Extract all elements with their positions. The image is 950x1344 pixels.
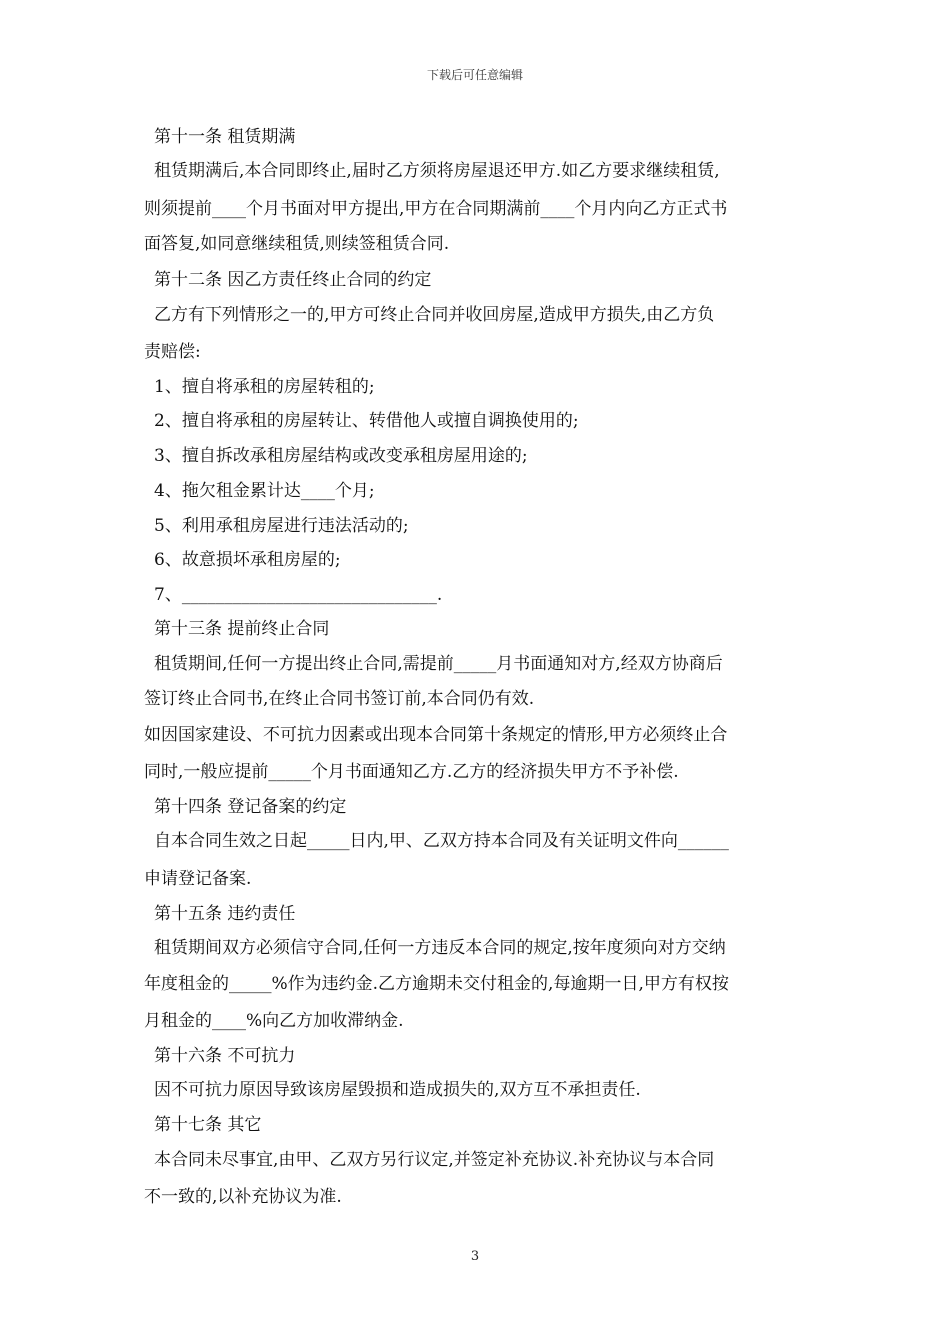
paragraph-line: 如因国家建设、不可抗力因素或出现本合同第十条规定的情形,甲方必须终止合	[144, 725, 728, 745]
paragraph-line: 租赁期间双方必须信守合同,任何一方违反本合同的规定,按年度须向对方交纳	[154, 938, 726, 958]
article-17-heading: 第十七条 其它	[154, 1115, 262, 1135]
paragraph-line: 则须提前____个月书面对甲方提出,甲方在合同期满前____个月内向乙方正式书	[144, 199, 728, 219]
list-item: 3、擅自拆改承租房屋结构或改变承租房屋用途的;	[154, 446, 528, 466]
paragraph-line: 本合同未尽事宜,由甲、乙双方另行议定,并签定补充协议.补充协议与本合同	[154, 1150, 715, 1170]
paragraph-line: 租赁期间,任何一方提出终止合同,需提前_____月书面通知对方,经双方协商后	[154, 654, 723, 674]
list-item: 1、擅自将承租的房屋转租的;	[154, 377, 375, 397]
paragraph-line: 面答复,如同意继续租赁,则续签租赁合同.	[144, 234, 450, 254]
paragraph-line: 乙方有下列情形之一的,甲方可终止合同并收回房屋,造成甲方损失,由乙方负	[154, 305, 715, 325]
article-13-heading: 第十三条 提前终止合同	[154, 619, 330, 639]
paragraph-line: 租赁期满后,本合同即终止,届时乙方须将房屋退还甲方.如乙方要求继续租赁,	[154, 161, 720, 181]
article-14-heading: 第十四条 登记备案的约定	[154, 797, 347, 817]
paragraph-line: 同时,一般应提前_____个月书面通知乙方.乙方的经济损失甲方不予补偿.	[144, 762, 679, 782]
paragraph-line: 月租金的____%向乙方加收滞纳金.	[144, 1011, 404, 1031]
paragraph-line: 责赔偿:	[144, 342, 201, 362]
paragraph-line: 年度租金的_____%作为违约金.乙方逾期未交付租金的,每逾期一日,甲方有权按	[144, 974, 729, 994]
paragraph-line: 因不可抗力原因导致该房屋毁损和造成损失的,双方互不承担责任.	[154, 1080, 641, 1100]
list-item: 7、______________________________.	[154, 585, 443, 605]
list-item: 5、利用承租房屋进行违法活动的;	[154, 516, 409, 536]
article-11-heading: 第十一条 租赁期满	[154, 127, 296, 147]
paragraph-line: 申请登记备案.	[144, 869, 252, 889]
paragraph-line: 签订终止合同书,在终止合同书签订前,本合同仍有效.	[144, 689, 535, 709]
list-item: 2、擅自将承租的房屋转让、转借他人或擅自调换使用的;	[154, 411, 579, 431]
article-12-heading: 第十二条 因乙方责任终止合同的约定	[154, 270, 432, 290]
paragraph-line: 自本合同生效之日起_____日内,甲、乙双方持本合同及有关证明文件向______	[154, 831, 729, 851]
list-item: 6、故意损坏承租房屋的;	[154, 550, 341, 570]
list-item: 4、拖欠租金累计达____个月;	[154, 481, 375, 501]
paragraph-line: 不一致的,以补充协议为准.	[144, 1187, 342, 1207]
header-note: 下载后可任意编辑	[426, 68, 523, 82]
article-15-heading: 第十五条 违约责任	[154, 904, 296, 924]
page-number: 3	[470, 1249, 480, 1264]
article-16-heading: 第十六条 不可抗力	[154, 1046, 296, 1066]
